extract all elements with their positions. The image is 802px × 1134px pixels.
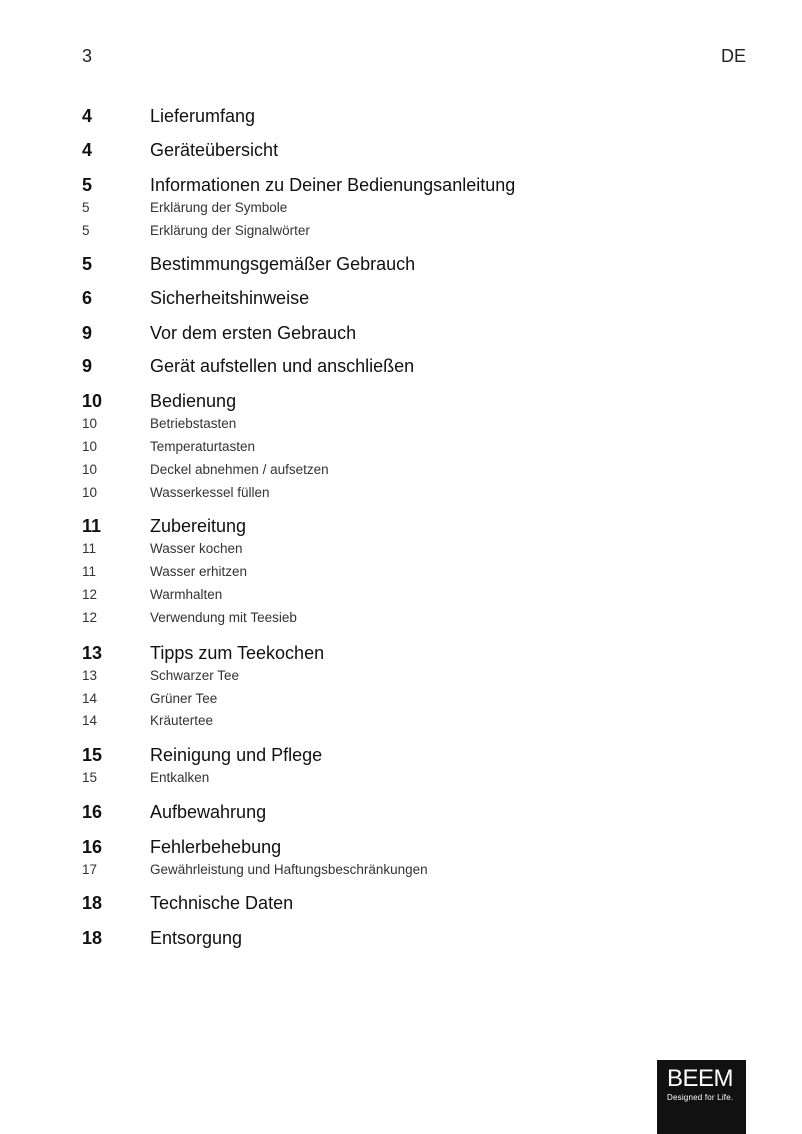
toc-entry[interactable] [82,391,236,412]
toc-title: Bestimmungsgemäßer Gebrauch [150,254,416,274]
logo-tagline: Designed for Life. [667,1093,734,1102]
toc-subentry[interactable] [82,862,428,877]
toc-title: Sicherheitshinweise [150,288,310,308]
toc-page-number: 18 [82,893,103,913]
toc-title: Entsorgung [150,928,243,948]
toc-page-number: 11 [82,564,97,579]
toc-title: Entkalken [150,770,210,785]
toc-title: Fehlerbehebung [150,837,282,857]
toc-subentry[interactable] [82,564,247,579]
toc-title: Technische Daten [150,893,294,913]
toc-entry[interactable] [82,802,266,823]
toc-title: Erklärung der Symbole [150,200,288,215]
toc-page-number: 18 [82,928,103,948]
toc-title: Gerät aufstellen und anschließen [150,356,415,376]
toc-page-number: 10 [82,416,98,431]
beem-logo [657,1060,746,1134]
toc-entry[interactable] [82,323,356,344]
toc-title: Gewährleistung und Haftungsbeschränkungen [150,862,428,877]
toc-entry[interactable] [82,893,293,914]
toc-page-number: 17 [82,862,98,877]
toc-title: Lieferumfang [150,106,256,126]
toc-page-number: 15 [82,745,103,765]
toc-title: Erklärung der Signalwörter [150,223,310,238]
toc-page-number: 5 [82,254,93,274]
toc-page-number: 5 [82,175,93,195]
toc-entry[interactable] [82,106,255,127]
toc-title: Informationen zu Deiner Bedienungsanleitung [150,175,516,195]
toc-entry[interactable] [82,745,322,766]
page-number: 3 [82,46,93,66]
toc-entry[interactable] [82,928,242,949]
toc-title: Warmhalten [150,587,223,602]
toc-page-number: 16 [82,802,103,822]
logo-wordmark: BEEM [667,1065,734,1092]
toc-subentry[interactable] [82,587,222,602]
toc-entry[interactable] [82,356,414,377]
toc-title: Reinigung und Pflege [150,745,323,765]
toc-page-number: 12 [82,587,98,602]
toc-title: Zubereitung [150,516,247,536]
toc-entry[interactable] [82,254,415,275]
toc-title: Tipps zum Teekochen [150,643,325,663]
toc-title: Verwendung mit Teesieb [150,610,297,625]
toc-subentry[interactable] [82,462,329,477]
toc-page-number: 10 [82,391,103,411]
toc-title: Aufbewahrung [150,802,267,822]
toc-entry[interactable] [82,288,309,309]
toc-page-number: 10 [82,439,98,454]
toc-subentry[interactable] [82,770,209,785]
toc-title: Temperaturtasten [150,439,256,454]
toc-page-number: 9 [82,323,93,343]
toc-title: Grüner Tee [150,691,218,706]
toc-page-number: 11 [82,541,97,556]
toc-entry[interactable] [82,516,246,537]
toc-page-number: 4 [82,106,93,126]
toc-entry[interactable] [82,175,515,196]
toc-entry[interactable] [82,837,281,858]
toc-page-number: 15 [82,770,98,785]
toc-subentry[interactable] [82,610,297,625]
toc-title: Wasser erhitzen [150,564,248,579]
toc-page-number: 16 [82,837,103,857]
toc-title: Bedienung [150,391,237,411]
toc-subentry[interactable] [82,416,236,431]
toc-subentry[interactable] [82,668,239,683]
toc-page-number: 9 [82,356,93,376]
toc-subentry[interactable] [82,541,243,556]
toc-subentry[interactable] [82,485,270,500]
toc-title: Kräutertee [150,713,214,728]
toc-subentry[interactable] [82,223,310,238]
toc-title: Betriebstasten [150,416,237,431]
toc-subentry[interactable] [82,439,255,454]
toc-subentry[interactable] [82,691,217,706]
toc-title: Schwarzer Tee [150,668,240,683]
toc-entry[interactable] [82,643,324,664]
toc-page-number: 6 [82,288,93,308]
toc-title: Deckel abnehmen / aufsetzen [150,462,329,477]
toc-page-number: 14 [82,713,98,728]
language-code: DE [720,46,746,66]
toc-title: Wasser kochen [150,541,243,556]
toc-page-number: 10 [82,485,98,500]
toc-page-number: 5 [82,200,90,215]
toc-entry[interactable] [82,140,278,161]
toc-page-number: 13 [82,668,98,683]
toc-subentry[interactable] [82,200,287,215]
toc-title: Geräteübersicht [150,140,279,160]
toc-subentry[interactable] [82,713,213,728]
toc-page-number: 4 [82,140,93,160]
toc-page-number: 5 [82,223,90,238]
toc-page-number: 14 [82,691,98,706]
toc-page-number: 13 [82,643,103,663]
toc-title: Wasserkessel füllen [150,485,270,500]
table-of-contents [82,0,722,1134]
toc-page-number: 11 [82,516,102,536]
toc-page-number: 10 [82,462,98,477]
toc-page-number: 12 [82,610,98,625]
toc-title: Vor dem ersten Gebrauch [150,323,357,343]
